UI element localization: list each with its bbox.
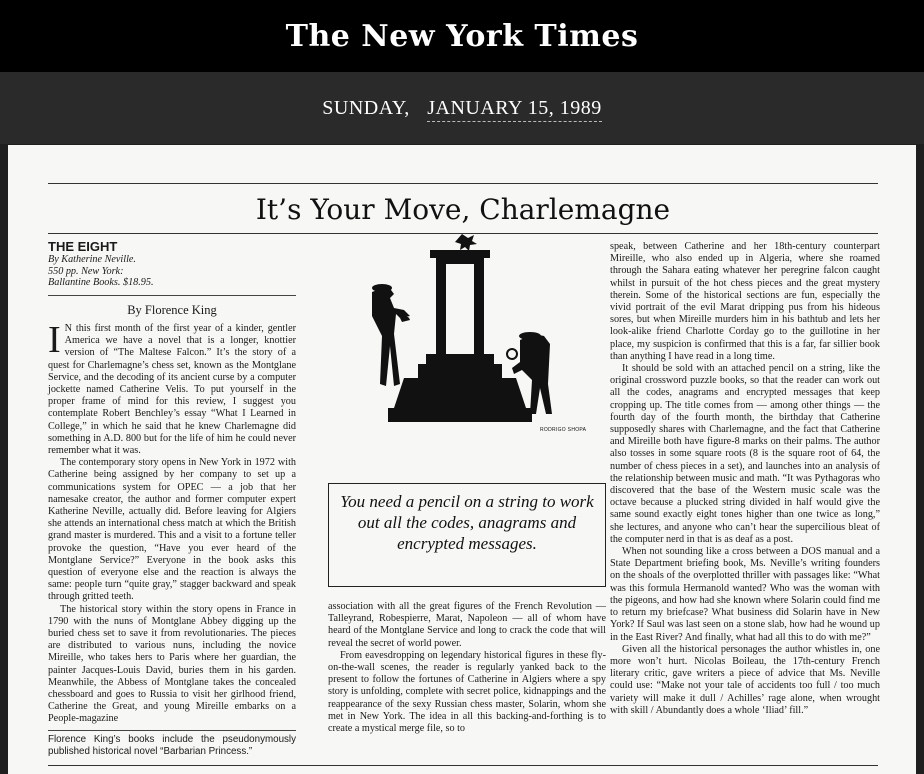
- paragraph: The contemporary story opens in New York in 1972 with Catherine being assigned by her company to set up a communications system for OPEC — a job that her namesake creator, the author and former computer expert Katherine Neville, actually did. Before leaving for Algiers she attends an international chess match at which the British grand master is murdered. This and a visit to a fortune teller provoke the question, “Have you ever heard of the Montglane Service?” Everyone in the book asks this question of everyone else and the reaction is always the same: people turn “quite gray,” stagger backward and speak through gritted teeth.: [48, 457, 296, 603]
- author-note: Florence King’s books include the pseudonymously published historical novel “Barbarian Princess.”: [48, 730, 296, 758]
- paragraph: Given all the historical personages the author whistles in, one more won’t hurt. Nicolas Boileau, the 17th-century French literary critic, gave writers a piece of advice that Ms. Neville could use: “Make not your tale of accidents too full / too much variety will make it dull / Achilles’ rage alone, when wrought with skill / Abundantly does a whole ‘Iliad’ fill.”: [610, 643, 880, 716]
- paragraph: When not sounding like a cross between a DOS manual and a State Department briefing book, Ms. Neville’s writing founders on the shoals of the overplotted thriller with passages like: “What was this formula Hermanold wanted? Who was the woman with the pigeons, and how had she known where Solarin could find me to return my briefcase? What business did Solarin have in New York? If Saul was last seen on a stone slab, how had he wound up in the East River? And finally, what had all this to do with me?”: [610, 546, 880, 643]
- book-author: By Katherine Neville.: [48, 254, 136, 266]
- paragraph: From eavesdropping on legendary historical figures in these fly-on-the-wall scenes, the reader is regularly yanked back to the present to follow the fortunes of Catherine in Algiers where a spy story is unfolding, complete with secret police, kidnappings and the reappearance of the sexy Russian chess master, Solarin, whom she met in New York. The idea in all this backing-and-forthing is to create a mystical merge file, so to: [328, 649, 606, 735]
- paragraph: I N this first month of the first year of a kinder, gentler America we have a novel that is a longer, knottier version of “The Maltese Falcon.” It’s the story of a quest for Charlemagne’s chess set, known as the Montglane Service, and the decoding of its ancient curse by a computer jockette named Catherine Velis. To put yourself in the proper frame of mind for this review, I suggest you contemplate Robert Benchley’s essay “What I Learned in College,” in which he said that he knew Charlemagne did something in A.D. 800 but for the life of him he could never remember what it was.: [48, 318, 296, 456]
- drop-cap: I: [48, 318, 61, 361]
- top-rule: [48, 183, 878, 184]
- paragraph: association with all the great figures of the French Revolution — Talleyrand, Robespierre, Marat, Napoleon — all of whom have heard of the Montglane Service and long to crack the code that will reveal the secret of world power.: [328, 601, 606, 649]
- bottom-rule: [48, 765, 878, 766]
- date-display: [322, 97, 601, 120]
- byline: By Florence King: [127, 302, 217, 317]
- date-band: [0, 72, 924, 144]
- paragraph: speak, between Catherine and her 18th-century counterpart Mireille, who also ended up in Algeria, where she roamed through the Sahara eating whatever her peregrine falcon caught whilst in pursuit of the hot chess pieces and the great mystery therein. Some of the historical sections are fun, especially the vivid portrait of the evil Marat dripping pus from his hideous sores, but when Mireille murders him in his bathtub and lets her look-alike friend Charlotte Corday go to the guillotine in her place, my suspicion is confirmed that this is a far, far sillier book than anything I have read in a long time.: [610, 241, 880, 362]
- weekday-label: SUNDAY,: [322, 96, 410, 119]
- paragraph: The historical story within the story opens in France in 1790 with the nuns of Montglane Abbey digging up the buried chess set to save it from revolutionaries. The pieces are distributed to various nuns, including the novice Mireille, who takes hers to Paris where her guardian, the painter Jacques-Louis David, buries them in his garden. Meanwhile, the Abbess of Montglane takes the concealed chessboard and goes to Russia to visit her girlhood friend, Catherine the Great, and young Mireille embarks on a People-magazine: [48, 603, 296, 725]
- book-title: THE EIGHT: [48, 239, 118, 254]
- column-2: [328, 601, 606, 735]
- guillotine-illustration: [334, 230, 587, 435]
- column-1: [48, 241, 296, 758]
- book-publisher: Ballantine Books. $18.95.: [48, 277, 154, 289]
- column-3: [610, 241, 880, 717]
- masthead: [0, 0, 924, 72]
- book-info: [48, 241, 296, 296]
- headline: It’s Your Move, Charlemagne: [255, 193, 671, 226]
- newspaper-clipping: [8, 145, 916, 774]
- pull-quote: You need a pencil on a string to work out all the codes, anagrams and encrypted messages.: [328, 483, 606, 587]
- illustration-credit: RODRIGO SHOPA: [540, 427, 587, 433]
- book-pages: 550 pp. New York:: [48, 265, 124, 277]
- nyt-logo[interactable]: The New York Times: [285, 18, 639, 54]
- paragraph: It should be sold with an attached pencil on a string, like the original crossword puzzle books, so that the reader can work out all the codes, anagrams and encrypted messages that keep cropping up. The title comes from — among other things — the fourth day of the fourth month, the birthday that Catherine supposedly shares with Charlemagne, and the fact that Catherine and Mireille both have figure-8 marks on their palms. The author also tosses in some square roots (8 is the square root of 64, the number of chess pieces in a set), and launches into an analysis of the relationship between music and math. “It was Pythagoras who discovered that the base of the Western music scale was the octave because a plucked string divided in half would give the same sound exactly eight tones higher than one twice as long,” she lectures, and anyone who can’t hear the supercilious bleat of the computer nerd in that is as deaf as a post.: [610, 363, 880, 545]
- date-link[interactable]: JANUARY 15, 1989: [427, 97, 602, 122]
